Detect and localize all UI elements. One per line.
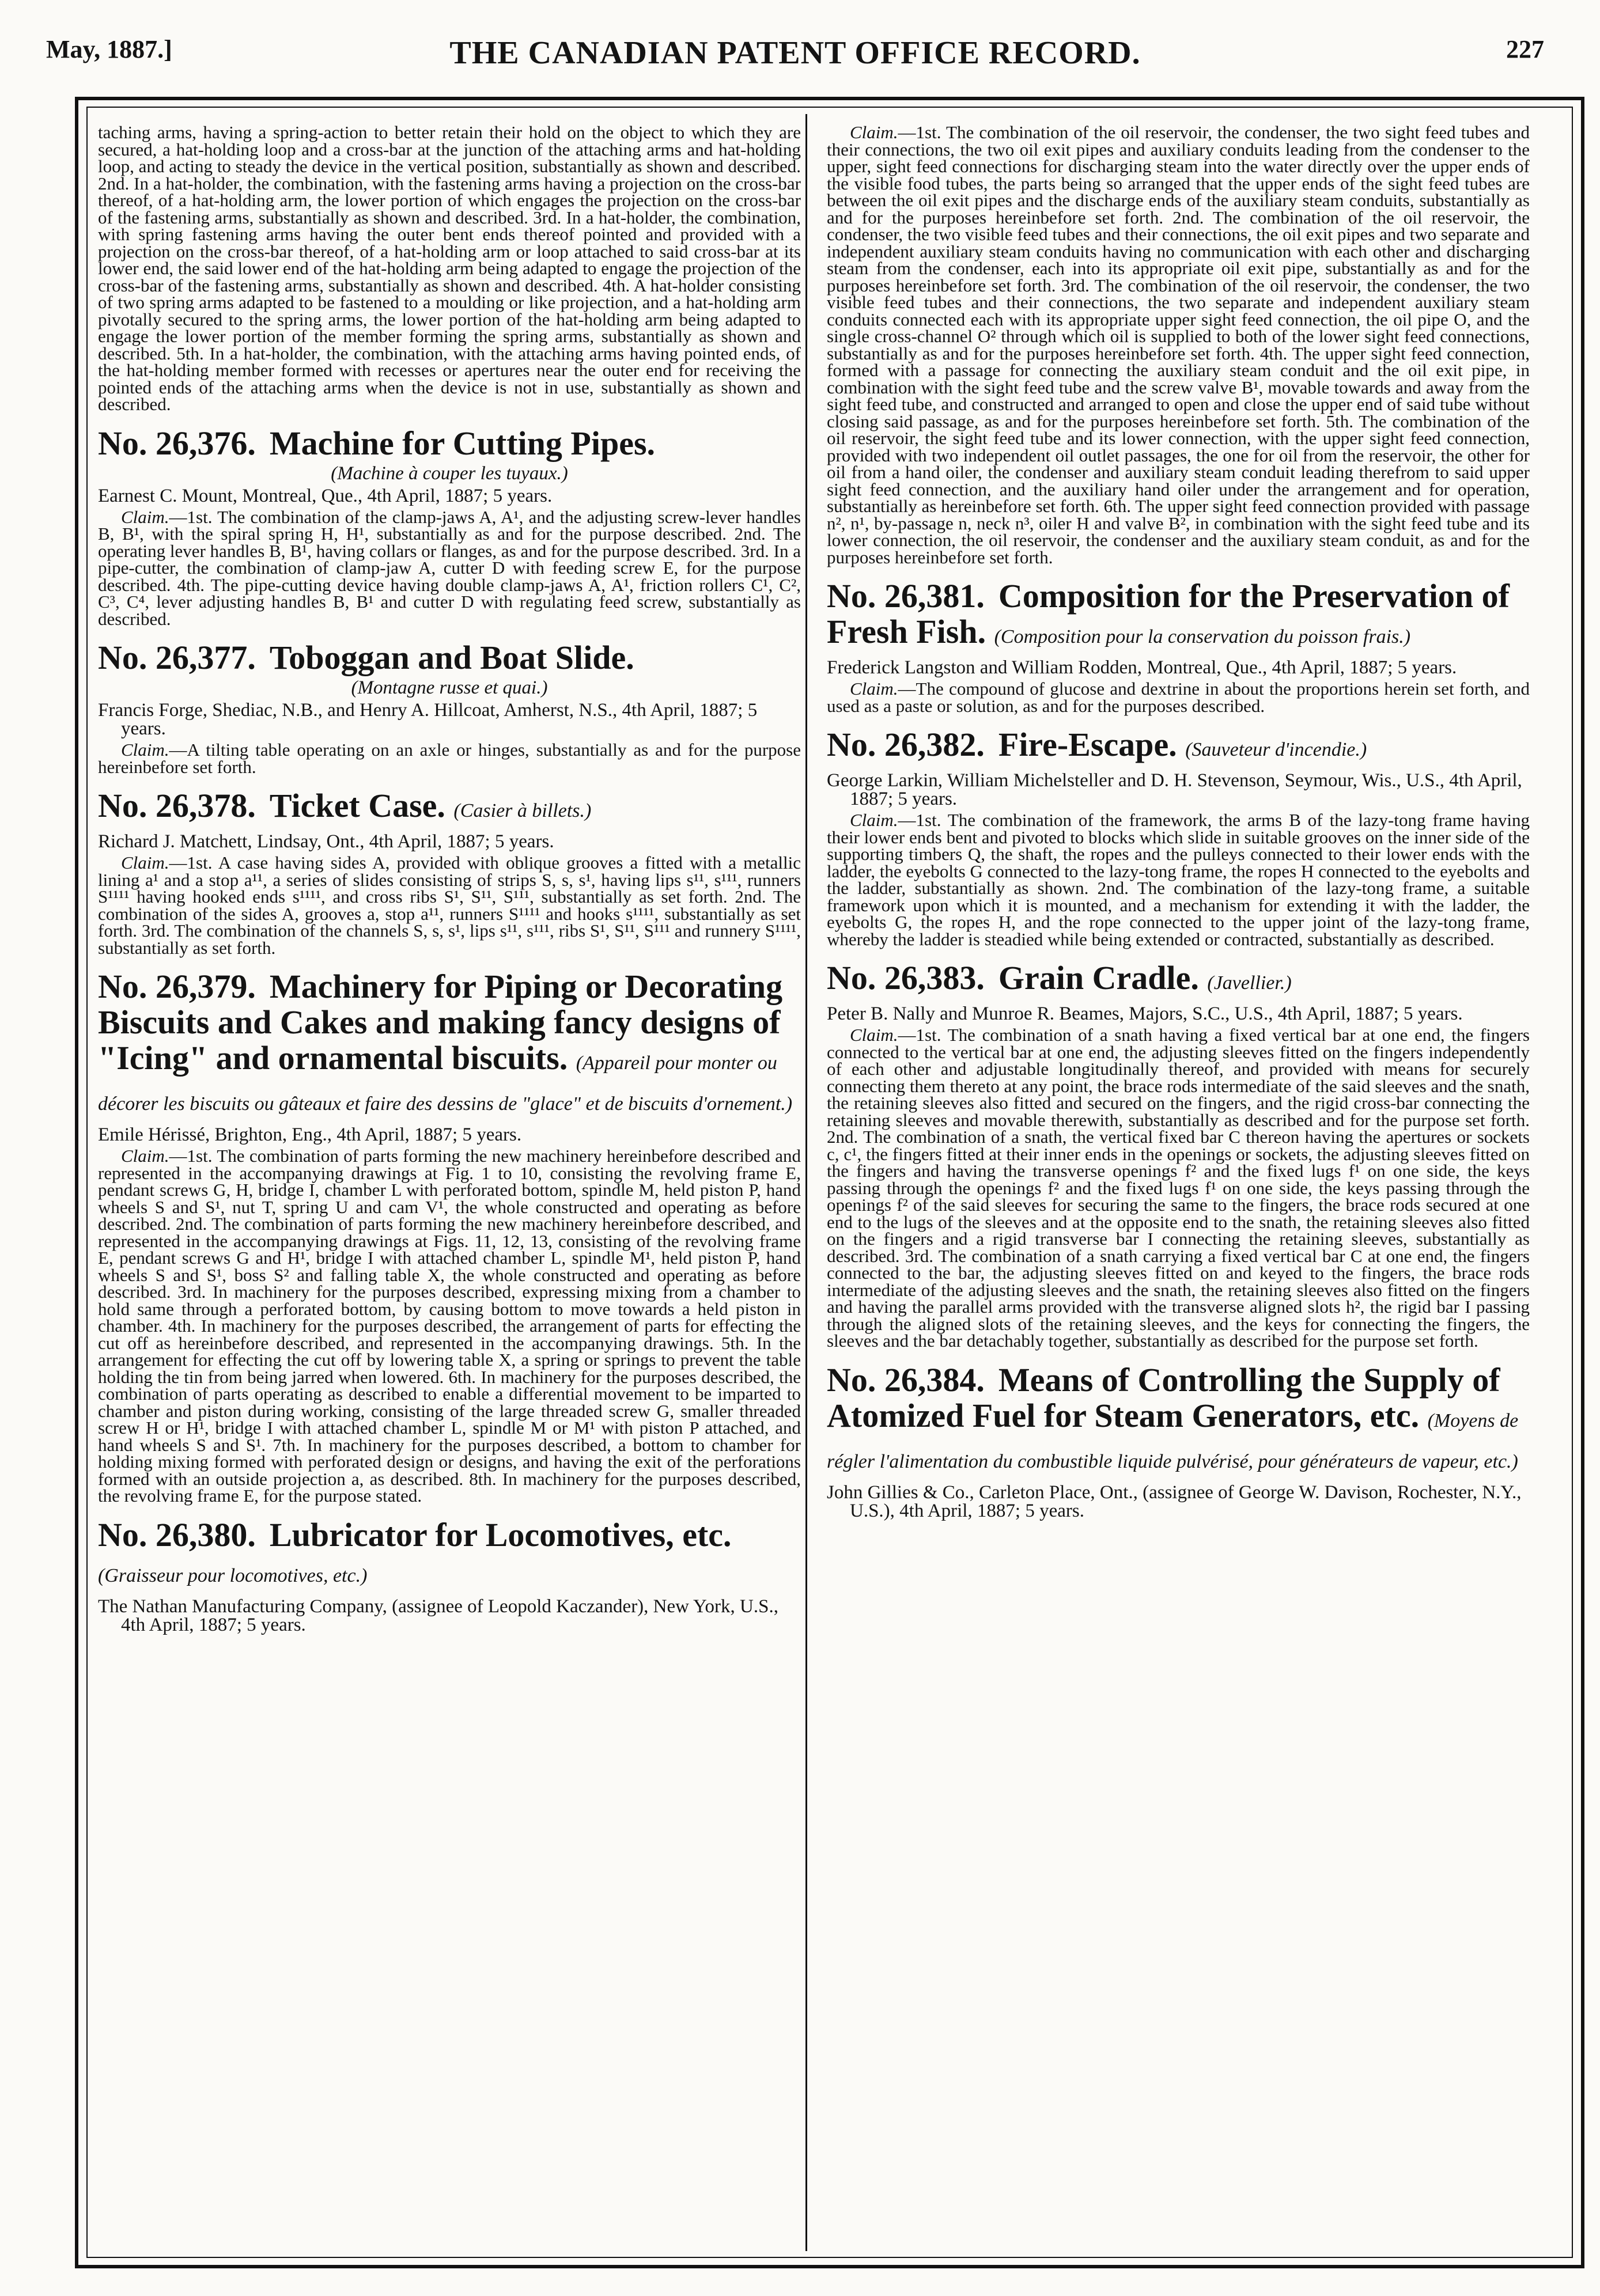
right-column <box>827 124 1530 2249</box>
patent-heading <box>827 1362 1530 1480</box>
french-title: (Montagne russe et quai.) <box>351 677 548 698</box>
patent-heading <box>98 1517 801 1594</box>
claim-text: —1st. The combination of parts forming the new machinery hereinbefore described and represented in the accompanying drawings at Fig. 1 to 10, consisting the revolving frame E, pendant screws G, H, bridge I, chamber L with perforated bottom, spindle M, held piston P, hand wheels S and S¹, nut T, spring U and cam V¹, the whole constructed and operating as before described. 2nd. The combination of parts forming the new machinery hereinbefore described, and represented in the accompanying drawings at Figs. 11, 12, 13, consisting of the revolving frame E, pendant screws G and H¹, bridge I with attached chamber L, spindle M¹, held piston P, hand wheels S and S¹, boss S² and falling table X, the whole constructed and operating as before described. 3rd. In machinery for the purposes described, expressing mixing from a chamber to hold same through a perforated bottom, by causing bottom to move towards a held piston in chamber. 4th. In machinery for the purposes described, the arrangement of parts for effecting the cut off as hereinbefore described, and represented in the accompanying drawings. 5th. In the arrangement for effecting the cut off by lowering table X, a spring or springs to prevent the table holding the tin from being jarred when lowered. 6th. In machinery for the purposes described, the combination of parts operating as described to enable a differential movement to be imparted to chamber and piston during working, consisting of the large threaded screw G, smaller threaded screw H or H¹, bridge I with attached chamber L, spindle M or M¹ with piston P attached, and hand wheels S and S¹. 7th. In machinery for the purposes described, a bottom to chamber for holding mixing formed with perforated design or designs, and having the exit of the perforations formed with an outside projection a, as described. 8th. In machinery for the purposes described, the revolving frame E, for the purpose stated. <box>98 1146 801 1506</box>
french-title: (Composition pour la conservation du poisson frais.) <box>994 626 1411 647</box>
patent-26384 <box>827 1362 1530 1520</box>
french-title: (Machine à couper les tuyaux.) <box>331 463 568 484</box>
column-divider <box>805 114 807 2251</box>
patent-number: No. 26,378. <box>98 787 256 824</box>
patent-number: No. 26,379. <box>98 968 256 1005</box>
claim <box>827 1026 1530 1350</box>
applicant: Earnest C. Mount, Montreal, Que., 4th April, 1887; 5 years. <box>98 485 553 506</box>
patent-heading <box>98 788 801 829</box>
claim-text: —1st. The combination of the clamp-jaws A, A¹, and the adjusting screw-lever handles B, B¹, with the spiral spring H, H¹, substantially as and for the purpose described. 2nd. The operating lever handles B, B¹, having collars or flanges, as and for the purpose described. 3rd. In a pipe-cutter, the combination of clamp-jaw A, cutter D with feeding screw E, for the purpose described. 4th. The pipe-cutting device having double clamp-jaws A, A¹, friction rollers C¹, C², C³, C⁴, lever adjusting handles B, B¹ and cutter D with regulating feed screw, substantially as described. <box>98 506 801 629</box>
claim-label: Claim. <box>850 679 898 699</box>
applicant: Emile Hérissé, Brighton, Eng., 4th April, 1887; 5 years. <box>98 1124 522 1145</box>
french-title: (Javellier.) <box>1207 972 1292 994</box>
claim-label: Claim. <box>121 1146 169 1166</box>
patent-26378 <box>98 788 801 956</box>
claim-label: Claim. <box>850 124 898 142</box>
patent-number: No. 26,381. <box>827 577 985 615</box>
applicant: The Nathan Manufacturing Company, (assignee of Leopold Kaczander), New York, U.S., 4th April, 1887; 5 years. <box>98 1596 778 1635</box>
patent-26379 <box>98 969 801 1505</box>
claim-text: —1st. The combination of the framework, the arms B of the lazy-tong frame having their lower ends bent and pivoted to blocks which slide in suitable grooves on the inner side of the supporting timbers Q, the shaft, the ropes and the pulleys connected to their lower ends with the ladder, the eyebolts G connected to the lazy-tong frame, the ropes H connected to the eyebolts and the ladder, substantially as shown. 2nd. The combination of the lazy-tong frame, a suitable framework upon which it is mounted, and a mechanism for extending it with the ladder, the eyebolts G, the ropes H, and the rope connected to the upper joint of the lazy-tong frame, whereby the ladder is steadied while being extended or contracted, substantially as described. <box>827 810 1530 949</box>
patent-title: Means of Controlling the Supply of Atomized Fuel for Steam Generators, etc. <box>827 1361 1500 1434</box>
patent-heading <box>827 727 1530 768</box>
patent-heading <box>827 960 1530 1001</box>
claim-label: Claim. <box>121 506 169 527</box>
patent-26383 <box>827 960 1530 1350</box>
patent-number: No. 26,383. <box>827 959 985 997</box>
patent-26381 <box>827 578 1530 714</box>
patent-title: Machine for Cutting Pipes. <box>269 424 656 462</box>
claim-text: —The compound of glucose and dextrine in about the proportions herein set forth, and used as a paste or solution, as and for the purposes described. <box>827 679 1530 716</box>
claim-text: —1st. The combination of the oil reservoir, the condenser, the two sight feed tubes and their connections, the two oil exit pipes and auxiliary conduits leading from the condenser to the upper, sight feed connections for discharging steam into the water directly over the upper ends of the visible food tubes, the parts being so arranged that the upper ends of the sight feed tubes are between the oil exit pipes and the discharge ends of the auxiliary steam conduits, substantially as and for the purposes hereinbefore set forth. 2nd. The combination of the oil reservoir, the condenser, the two visible feed tubes and their connections, the oil exit pipes and two separate and independent auxiliary steam conduits having no communication with each other and discharging steam from the condenser, each into its appropriate oil exit pipe, substantially as and for the purposes hereinbefore set forth. 3rd. The combination of the oil reservoir, the condenser, the two visible feed tubes and their connections, the two separate and independent auxiliary steam conduits connected each with its appropriate upper sight feed connection, the oil pipe O, and the single cross-channel O² through which oil is supplied to both of the lower sight feed connections, substantially as and for the purposes hereinbefore set forth. 4th. The upper sight feed connection, formed with a passage for connecting the auxiliary steam conduit and the oil exit pipe, in combination with the sight feed tube and the screw valve B¹, movable towards and away from the sight feed tube, and constructed and arranged to open and close the upper end of said tube without closing said passage, as and for the purposes hereinbefore set forth. 5th. The combination of the oil reservoir, the sight feed tube and its lower connection, with the upper sight feed connection, provided with two independent oil outlet passages, the one for oil from the reservoir, the other for oil from a hand oiler, the condenser and auxiliary steam conduit leading therefrom to said upper sight feed connection, and the auxiliary hand oiler under the arrangement and for operation, substantially as hereinbefore set forth. 6th. The upper sight feed connection provided with passage n², n¹, by-passage n, neck n³, oiler H and valve B², in combination with the sight feed tube and its lower connection, the oil reservoir, the condenser and the auxiliary steam conduit, as and for the purposes hereinbefore set forth. <box>827 124 1530 567</box>
patent-heading <box>827 578 1530 655</box>
french-title: (Moyens de régler l'alimentation du combustible liquide pulvérisé, pour générateurs de vapeur, etc.) <box>827 1410 1519 1472</box>
claim <box>98 854 801 956</box>
applicant: Peter B. Nally and Munroe R. Beames, Majors, S.C., U.S., 4th April, 1887; 5 years. <box>827 1003 1463 1024</box>
claim <box>98 741 801 775</box>
french-title: (Graisseur pour locomotives, etc.) <box>98 1564 368 1586</box>
french-title: (Sauveteur d'incendie.) <box>1185 739 1367 760</box>
claim-text: —1st. The combination of a snath having a fixed vertical bar at one end, the fingers connected to the vertical bar at one end, the adjusting sleeves fitted on the fingers independently of each other and adjustable longitudinally thereof, and provided with means for securely connecting them thereto at any point, the brace rods intermediate of the said sleeves and the snath, the retaining sleeves also fitted and secured on the fingers, and the rigid cross-bar connecting the retaining sleeves and movable therewith, substantially as described and for the purpose set forth. 2nd. The combination of a snath, the vertical fixed bar C thereon having the apertures or sockets c, c¹, the fingers fitted at their inner ends in the openings or sockets, the adjusting sleeves fitted on the fingers and having the transverse openings f² and the fixed lugs f¹ on one side, the keys passing through the openings f² and the fixed lugs f¹ on one side, the keys passing through the openings f² of the said sleeves for securing the same to the fingers, the brace rods secured at one end to the lugs of the sleeves and at the opposite end to the snath, the retaining sleeves also fitted on the fingers and a rigid transverse bar I connecting the retaining sleeves, substantially as described. 3rd. The combination of a snath carrying a fixed vertical bar C at one end, the fingers connected to the bar, the adjusting sleeves fitted on and keyed to the fingers, the brace rods intermediate of the adjusting sleeves and the snath, the retaining sleeves also fitted on the fingers and having the parallel arms provided with the transverse aligned slots h², the rigid bar I passing through the aligned slots of the retaining sleeves, and the keys for connecting the fingers, the sleeves and the bar detachably together, substantially as described for the purpose set forth. <box>827 1025 1530 1351</box>
patent-number: No. 26,377. <box>98 639 256 676</box>
page-header <box>46 23 1544 86</box>
claim-label: Claim. <box>850 1025 898 1045</box>
claim-label: Claim. <box>850 810 898 830</box>
patent-heading <box>98 969 801 1122</box>
claim-text: —1st. A case having sides A, provided with oblique grooves a fitted with a metallic lining a¹ and a stop a¹¹, a series of slides consisting of strips S, s, s¹, having lips s¹¹, s¹¹¹, runners S¹¹¹¹ having hooked ends s¹¹¹¹, and cross ribs S¹, S¹¹, S¹¹¹, substantially as set forth. 2nd. The combination of the sides A, grooves a, stop a¹¹, runners S¹¹¹¹ and hooks s¹¹¹¹, substantially as set forth. 3rd. The combination of the channels S, s, s¹, lips s¹¹, s¹¹¹, ribs S¹, S¹¹, S¹¹¹ and runnery S¹¹¹¹, substantially as set forth. <box>98 853 801 958</box>
patent-title: Lubricator for Locomotives, etc. <box>269 1515 732 1554</box>
applicant: Richard J. Matchett, Lindsay, Ont., 4th April, 1887; 5 years. <box>98 831 554 852</box>
applicant: Frederick Langston and William Rodden, Montreal, Que., 4th April, 1887; 5 years. <box>827 657 1457 678</box>
patent-number: No. 26,380. <box>98 1515 256 1554</box>
header-title: THE CANADIAN PATENT OFFICE RECORD. <box>449 35 1141 71</box>
claim <box>98 1147 801 1505</box>
patent-title: Fire-Escape. <box>998 726 1177 763</box>
patent-title: Ticket Case. <box>269 787 445 824</box>
patent-title: Composition for the Preservation of Fresh Fish. <box>827 577 1510 650</box>
french-title: (Casier à billets.) <box>453 800 592 821</box>
patent-heading <box>98 426 801 461</box>
continuation-text: taching arms, having a spring-action to better retain their hold on the object to which they are secured, a hat-holding loop and a cross-bar at the junction of the attaching arms and hat-holding loop, and acting to steady the device in the vertical position, substantially as shown and described. 2nd. In a hat-holder, the combination, with the fastening arms having a projection on the cross-bar thereof, of a hat-holding arm, the lower portion of which engages the projection on the cross-bar of the fastening arms, substantially as shown and described. 3rd. In a hat-holder, the combination, with spring fastening arms having the outer bent ends thereof pointed and provided with a projection on the cross-bar thereof, of a hat-holding arm or loop attached to said cross-bar at its lower end, the said lower end of the hat-holding arm being adapted to engage the projection of the cross-bar of the fastening arms, substantially as shown and described. 4th. A hat-holder consisting of two spring arms adapted to be fastened to a moulding or like projection, and a hat-holding arm pivotally secured to the spring arms, the lower portion of the hat-holding arm being adapted to engage the lower portion of the member forming the spring arms, substantially as shown and described. 5th. In a hat-holder, the combination, with the attaching arms having pointed ends, of the hat-holding member formed with recesses or apertures near the outer end for receiving the pointed ends of the attaching arms when the device is not in use, substantially as shown and described. <box>98 124 801 414</box>
patent-title: Toboggan and Boat Slide. <box>269 639 634 676</box>
patent-26376 <box>98 426 801 628</box>
patent-number: No. 26,382. <box>827 726 985 763</box>
applicant: John Gillies & Co., Carleton Place, Ont., (assignee of George W. Davison, Rochester, N.Y., U.S.), 4th April, 1887; 5 years. <box>827 1482 1522 1521</box>
claim-text: —A tilting table operating on an axle or hinges, substantially as and for the purpose hereinbefore set forth. <box>98 740 801 777</box>
continuation-claim <box>827 124 1530 566</box>
patent-number: No. 26,384. <box>827 1361 985 1399</box>
applicant: George Larkin, William Michelsteller and D. H. Stevenson, Seymour, Wis., U.S., 4th April, 1887; 5 years. <box>827 770 1522 809</box>
header-date: May, 1887.] <box>46 35 172 63</box>
claim-label: Claim. <box>121 853 169 873</box>
patent-26377 <box>98 640 801 775</box>
page-number: 227 <box>1506 35 1544 63</box>
patent-title: Grain Cradle. <box>998 959 1199 997</box>
french-title: (Appareil pour monter ou décorer les biscuits ou gâteaux et faire des dessins de "glace" et de biscuits d'ornement.) <box>98 1052 793 1115</box>
claim <box>827 680 1530 714</box>
patent-number: No. 26,376. <box>98 424 256 462</box>
patent-26382 <box>827 727 1530 948</box>
claim <box>98 506 801 629</box>
applicant: Francis Forge, Shediac, N.B., and Henry A. Hillcoat, Amherst, N.S., 4th April, 1887; 5 years. <box>98 700 758 739</box>
left-column <box>98 124 801 2249</box>
claim <box>827 812 1530 948</box>
patent-heading <box>98 640 801 676</box>
claim-label: Claim. <box>121 740 169 760</box>
patent-title: Machinery for Piping or Decorating Biscuits and Cakes and making fancy designs of "Icing" and ornamental biscuits. <box>98 968 783 1077</box>
patent-26380 <box>98 1517 801 1634</box>
